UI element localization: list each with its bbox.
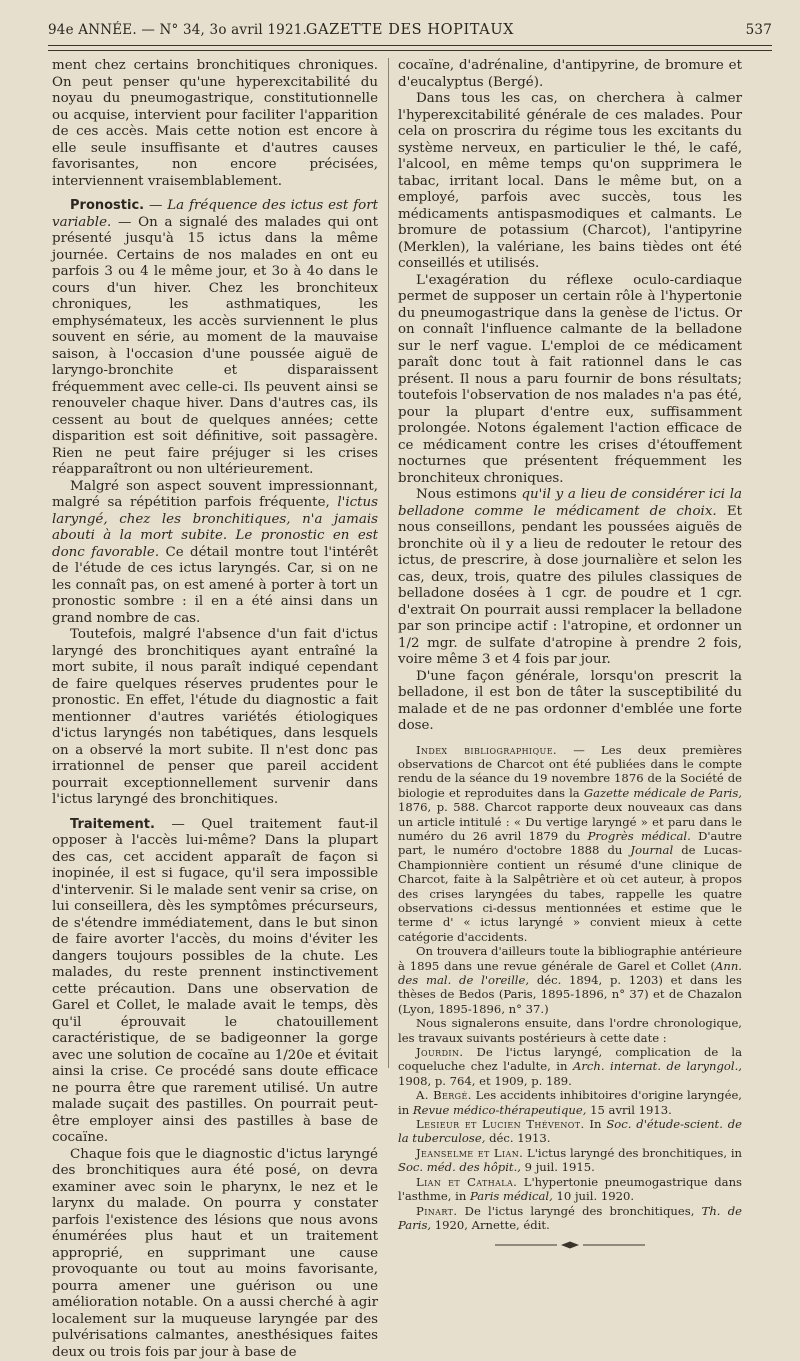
reference-item: Lesieur et Lucien Thévenot. In Soc. d'étude-scient. de la tuberculose, déc. 1913.	[398, 1117, 742, 1146]
end-ornament-icon	[398, 1238, 742, 1252]
pronostic-paragraph: Pronostic. — La fréquence des ictus est fort variable. — On a signalé des malades qui ont présenté jusqu'à 15 ictus dans la même journée. Certains de nos malades en ont eu parfois 3 ou 4 le même jour, et 3o à 4o dans le cours d'un hiver. Chez les bronchiteux chroniques, les asthmatiques, les emphysémateux, les accès surviennent le plus souvent en série, au moment de la mauvaise saison, à l'occasion d'une poussée aiguë de laryngo-bronchite et disparaissent fréquemment avec celle-ci. Ils peuvent ainsi se renouveler chaque hiver. Dans d'autres cas, ils cessent au bout de quelques années; cette disparition est soit définitive, soit passagère. Rien ne peut faire préjuger si les crises réapparaîtront ou non ultérieurement.	[52, 198, 378, 479]
paragraph: cocaïne, d'adrénaline, d'antipyrine, de bromure et d'eucalyptus (Bergé).	[398, 58, 742, 91]
page-header	[48, 22, 772, 44]
reference-item: Jourdin. De l'ictus laryngé, complication de la coqueluche chez l'adulte, in Arch. internat. de laryngol., 1908, p. 764, et 1909, p. 189.	[398, 1045, 742, 1088]
section-heading-pronostic: Pronostic.	[70, 198, 144, 213]
paragraph: Chaque fois que le diagnostic d'ictus laryngé des bronchitiques aura été posé, on devra examiner avec soin le pharynx, le nez et le larynx du malade. On pourra y constater parfois l'existence des lésions que nous avons énumérées plus haut et un traitement approprié, en supprimant une cause provoquante ou tout au moins favorisante, pourra amener une guérison ou une amélioration notable. On a aussi cherché à agir localement sur la muqueuse laryngée par des pulvérisations calmantes, anesthésiques faites deux ou trois fois par jour à base de	[52, 1147, 378, 1361]
traitement-paragraph: Traitement. — Quel traitement faut-il opposer à l'accès lui-même? Dans la plupart des cas, cet accident apparaît de façon si inopinée, il est si fugace, qu'il sera impossible d'intervenir. Si le malade sent venir sa crise, on lui conseillera, dès les symptômes précurseurs, de s'étendre immédiatement, dans le but sinon de faire avorter l'accès, du moins d'éviter les dangers toujours possibles de la chute. Les malades, du reste prennent instinctivement cette précaution. Dans une observation de Garel et Collet, le malade avait le temps, dès qu'il éprouvait le chatouillement caractéristique, de se badigeonner la gorge avec une solution de cocaïne au 1/20e et évitait ainsi la crise. Ce procédé sans doute efficace ne pourra être que rarement utilisé. Un autre malade suçait des pastilles. On pourrait peut-être employer ainsi des pastilles à base de cocaïne.	[52, 817, 378, 1147]
header-rule	[48, 45, 772, 46]
paragraph: On trouvera d'ailleurs toute la bibliographie antérieure à 1895 dans une revue générale de Garel et Collet (Ann. des mal. de l'oreille, déc. 1894, p. 1203) et dans les thèses de Bedos (Paris, 1895-1896, n° 37) et de Chazalon (Lyon, 1895-1896, n° 37.)	[398, 944, 742, 1016]
section-heading-index: Index bibliographique.	[416, 743, 557, 757]
paragraph: Nous estimons qu'il y a lieu de considérer ici la belladone comme le médicament de choix. Et nous conseillons, pendant les poussées aiguës de bronchite où il y a lieu de redouter le retour des ictus, de prescrire, à dose journalière et selon les cas, deux, trois, quatre des pilules classiques de belladone dosées à 1 cgr. de poudre et 1 cgr. d'extrait On pourrait aussi remplacer la belladone par son principe actif : l'atropine, et ordonner un 1/2 mgr. de sulfate d'atropine à prendre 2 fois, voire même 3 et 4 fois par jour.	[398, 487, 742, 669]
paragraph: D'une façon générale, lorsqu'on prescrit la belladone, il est bon de tâter la susceptibilité du malade et de ne pas ordonner d'emblée une forte dose.	[398, 669, 742, 735]
journal-title: GAZETTE DES HOPITAUX	[48, 22, 772, 38]
column-divider	[388, 58, 389, 1068]
bibliography	[398, 743, 742, 1253]
reference-item: Pinart. De l'ictus laryngé des bronchitiques, Th. de Paris, 1920, Arnette, édit.	[398, 1204, 742, 1233]
section-heading-traitement: Traitement.	[70, 817, 155, 832]
reference-item: Jeanselme et Lian. L'ictus laryngé des bronchitiques, in Soc. méd. des hôpit., 9 juil. 1915.	[398, 1146, 742, 1175]
right-column	[398, 58, 742, 1253]
paragraph: Nous signalerons ensuite, dans l'ordre chronologique, les travaux suivants postérieurs à cette date :	[398, 1016, 742, 1045]
page-number: 537	[746, 22, 772, 38]
paragraph: Toutefois, malgré l'absence d'un fait d'ictus laryngé des bronchitiques ayant entraîné la mort subite, il nous paraît indiqué cependant de faire quelques réserves prudentes pour le pronostic. En effet, l'étude du diagnostic a fait mentionner d'autres variétés étiologiques d'ictus laryngés non tabétiques, dans lesquels on a observé la mort subite. Il n'est donc pas irrationnel de penser que pareil accident pourrait exceptionnellement survenir dans l'ictus laryngé des bronchitiques.	[52, 627, 378, 809]
header-rule-thin	[48, 50, 772, 51]
reference-item: Lian et Cathala. L'hypertonie pneumogastrique dans l'asthme, in Paris médical, 10 juil. 1920.	[398, 1175, 742, 1204]
paragraph: ment chez certains bronchitiques chroniques. On peut penser qu'une hyperexcitabilité du noyau du pneumogastrique, constitutionnelle ou acquise, intervient pour faciliter l'apparition de ces accès. Mais cette notion est encore à elle seule insuffisante et d'autres causes favorisantes, non encore précisées, interviennent vraisemblablement.	[52, 58, 378, 190]
bibliography-intro: Index bibliographique. — Les deux premières observations de Charcot ont été publiées dans le compte rendu de la séance du 19 novembre 1876 de la Société de biologie et reproduites dans la Gazette médicale de Paris, 1876, p. 588. Charcot rapporte deux nouveaux cas dans un article intitulé : « Du vertige laryngé » et paru dans le numéro du 26 avril 1879 du Progrès médical. D'autre part, le numéro d'octobre 1888 du Journal de Lucas-Championnière contient un résumé d'une clinique de Charcot, faite à la Salpêtrière et où cet auteur, à propos des crises laryngées du tabes, rappelle les quatre observations ci-dessus mentionnées et estime que le terme d' « ictus laryngé » convient mieux à cette catégorie d'accidents.	[398, 743, 742, 945]
reference-item: A. Bergé. Les accidents inhibitoires d'origine laryngée, in Revue médico-thérapeutique, 15 avril 1913.	[398, 1088, 742, 1117]
left-column	[52, 58, 378, 1361]
paragraph: Dans tous les cas, on cherchera à calmer l'hyperexcitabilité générale de ces malades. Pour cela on proscrira du régime tous les excitants du système nerveux, en particulier le thé, le café, l'alcool, en même temps qu'on supprimera le tabac, irritant local. Dans le même but, on a employé, parfois avec succès, tous les médicaments antispasmodiques et calmants. Le bromure de potassium (Charcot), l'antipyrine (Merklen), la valériane, les bains tièdes ont été conseillés et utilisés.	[398, 91, 742, 273]
paragraph: L'exagération du réflexe oculo-cardiaque permet de supposer un certain rôle à l'hypertonie du pneumogastrique dans la genèse de l'ictus. Or on connaît l'influence calmante de la belladone sur le nerf vague. L'emploi de ce médicament paraît donc tout à fait rationnel dans le cas présent. Il nous a paru fournir de bons résultats; toutefois l'observation de nos malades n'a pas été, pour la plupart d'entre eux, suffisamment prolongée. Notons également l'action efficace de ce médicament contre les crises d'étouffement nocturnes que présentent fréquemment les bronchiteux chroniques.	[398, 273, 742, 488]
issue-info: 94e ANNÉE. — N° 34, 3o avril 1921.	[48, 22, 307, 38]
paragraph: Malgré son aspect souvent impressionnant, malgré sa répétition parfois fréquente, l'ictus laryngé, chez les bronchitiques, n'a jamais abouti à la mort subite. Le pronostic en est donc favorable. Ce détail montre tout l'intérêt de l'étude de ces ictus laryngés. Car, si on ne les connaît pas, on est amené à porter à tort un pronostic sombre : il en a été ainsi dans un grand nombre de cas.	[52, 479, 378, 628]
